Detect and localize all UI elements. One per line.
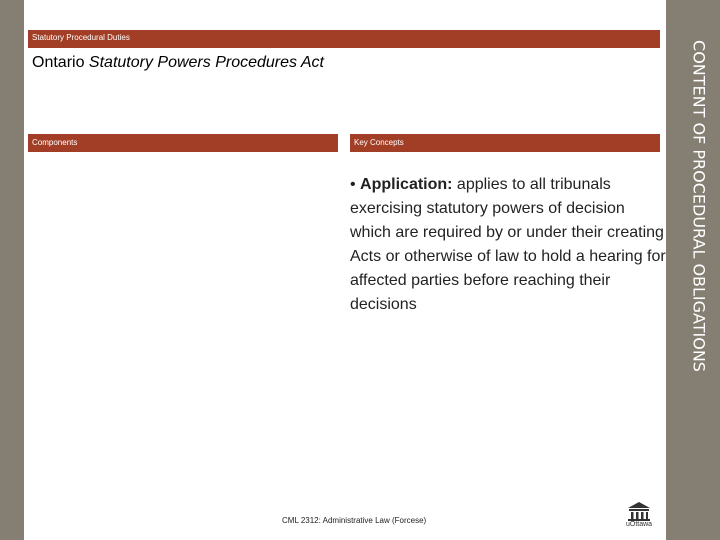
vertical-title-text: CONTENT OF PROCEDURAL OBLIGATIONS (689, 40, 709, 372)
bullet-term: Application: (360, 176, 453, 193)
title-prefix: Ontario (32, 54, 89, 71)
components-header (28, 134, 338, 152)
title-italic: Statutory Powers Procedures Act (88, 54, 324, 71)
bullet-text: applies to all tribunals exercising statutory powers of decision which are required by or under their creating Acts or otherwise of law to hold a hearing for affected parties before reaching their decisions (350, 176, 666, 313)
section-header-bar (28, 30, 660, 48)
logo-text: uOttawa (626, 521, 653, 528)
key-concept-bullet (350, 173, 668, 317)
footer-course: CML 2312: Administrative Law (Forcese) (282, 516, 427, 525)
components-label: Components (32, 138, 78, 147)
section-label: Statutory Procedural Duties (32, 33, 130, 42)
key-concepts-header (350, 134, 660, 152)
key-concepts-label: Key Concepts (354, 138, 404, 147)
vertical-slide-title (679, 34, 719, 378)
slide-title (32, 54, 324, 72)
bullet-marker: • (350, 176, 361, 193)
